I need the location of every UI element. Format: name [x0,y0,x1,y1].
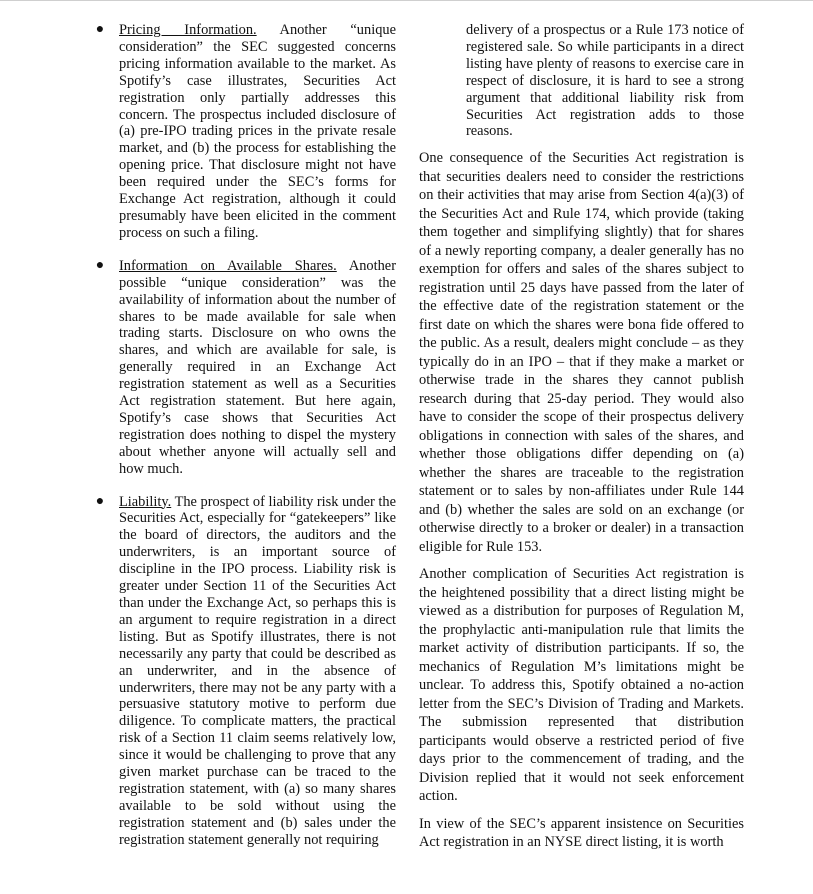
page-top-rule [0,0,813,1]
bullet-paragraph [119,494,396,849]
bullet-item-information-on-available-shares [95,257,396,478]
bullet-text: Another possible “unique consideration” was the availability of information about the number of shares to be made available for sale when trading starts. Disclosure on who owns the shares, and which are available for sale, is generally required in an Exchange Act registration statement as well as a Securities Act registration statement. But here again, Spotify’s case shows that Securities Act registration does nothing to dispel the mystery about whether anyone will actually sell and how much. [119,257,396,477]
body-paragraph-dealer-restrictions: One consequence of the Securities Act registration is that securities dealers need to consider the restrictions on their activities that may arise from Section 4(a)(3) of the Securities Act and Rule 174, which provide (taking them together and simplifying slightly) that for shares of a newly reporting company, a dealer generally has no exemption for offers and sales of the shares subject to registration until 25 days have passed from the later of the effective date of the registration statement or the first date on which the shares were bona fide offered to the public. As a result, dealers might conclude – as they typically do in an IPO – that if they make a market or otherwise trade in the shares they cannot publish research during that 25-day period. They would also have to consider the scope of their prospectus delivery obligations in connection with sales of the shares, and whether those obligations differ depending on (a) whether the shares are traceable to the registration statement or to sales by non-affiliates under Rule 144 and (b) whether the sales are sold on an exchange (or otherwise directly to a broker or dealer) in a transaction eligible for Rule 153. [419,150,744,555]
bullet-heading: Liability. [119,493,172,510]
bullet-paragraph [119,258,396,478]
bullet-item-pricing-information [95,22,396,242]
bullet-item-liability [95,493,396,849]
bullet-icon: ● [95,493,105,509]
bullet-heading: Pricing Information. [119,22,257,38]
bullet-icon: ● [95,257,105,273]
bullet-text: Another “unique consideration” the SEC suggested concerns pricing information available to the market. As Spotify’s case illustrates, Securities Act registration only partially addresses this concern. The prospectus included disclosure of (a) pre-IPO trading prices in the private resale market, and (b) the process for establishing the opening price. That disclosure might not have been required under the SEC’s forms for Exchange Act registration, although it could presumably have been elicited in the comment process on such a filing. [119,22,396,241]
body-paragraph-regulation-m: Another complication of Securities Act registration is the heightened possibility that a direct listing might be viewed as a distribution for purposes of Regulation M, the prophylactic anti-manipulation rule that limits the market activity of distribution participants. If so, the mechanics of Regulation M’s limitations might be unclear. To address this, Spotify obtained a no-action letter from the SEC’s Division of Trading and Markets. The submission represented that distribution participants would observe a restricted period of five days prior to the commencement of trading, and the Division replied that it would not seek enforcement action. [419,566,744,805]
right-column [419,22,744,852]
continued-bullet-paragraph: delivery of a prospectus or a Rule 173 notice of registered sale. So while participants in a direct listing have plenty of reasons to exercise care in respect of disclosure, it is hard to see a strong argument that additional liability risk from Securities Act registration adds to those reasons. [466,22,744,140]
body-paragraph-nyse-direct-listing: In view of the SEC’s apparent insistence on Securities Act registration in an NYSE direct listing, it is worth [419,815,744,851]
bullet-icon: ● [95,22,105,37]
left-column [95,22,396,849]
bullet-text: The prospect of liability risk under the Securities Act, especially for “gatekeepers” like the board of directors, the auditors and the underwriters, is an important source of discipline in the IPO process. Liability risk is greater under Section 11 of the Securities Act than under the Exchange Act, so perhaps this is an argument to require registration in a direct listing. But as Spotify illustrates, there is not necessarily any party that could be described as an underwriter, and in the absence of underwriters, there may not be any party with a persuasive statutory motive to perform due diligence. To complicate matters, the practical risk of a Section 11 claim seems relatively low, since it would be challenging to prove that any given market purchase can be traced to the registration statement, with (a) so many shares available to be sold without using the registration statement and (b) sales under the registration statement generally not requiring [119,493,396,848]
bullet-paragraph [119,22,396,242]
bullet-heading: Information on Available Shares. [119,257,337,274]
